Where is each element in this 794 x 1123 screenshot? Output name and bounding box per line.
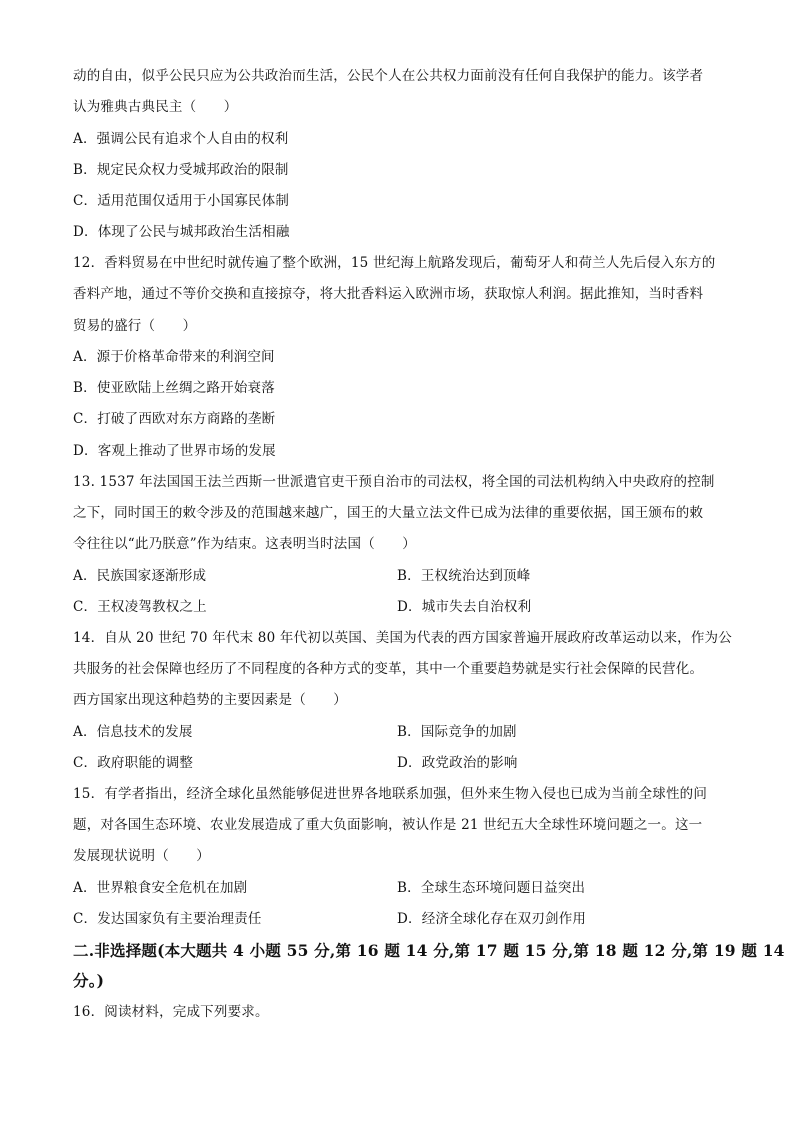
q11-option-d: D．体现了公民与城邦政治生活相融 xyxy=(73,224,290,240)
q14-option-a: A．信息技术的发展 xyxy=(73,724,193,740)
q14-stem-line-1: 14．自从 20 世纪 70 年代末 80 年代初以英国、美国为代表的西方国家普遍开展政府改革运动以来，作为公 xyxy=(73,630,732,646)
q11-option-a: A．强调公民有追求个人自由的权利 xyxy=(73,131,289,147)
q12-stem-line-1: 12．香料贸易在中世纪时就传遍了整个欧洲，15 世纪海上航路发现后，葡萄牙人和荷兰人先后侵入东方的 xyxy=(73,255,716,271)
q15-stem-line-3: 发展现状说明（ ） xyxy=(73,848,210,864)
q15-stem-line-1: 15．有学者指出，经济全球化虽然能够促进世界各地联系加强，但外来生物入侵也已成为当前全球性的问 xyxy=(73,786,708,802)
q14-stem-line-2: 共服务的社会保障也经历了不同程度的各种方式的变革，其中一个重要趋势就是实行社会保障的民营化。 xyxy=(73,661,704,677)
q16-stem: 16．阅读材料，完成下列要求。 xyxy=(73,1004,269,1020)
q13-option-b: B．王权统治达到顶峰 xyxy=(397,568,531,584)
q11-option-c: C．适用范围仅适用于小国寡民体制 xyxy=(73,193,290,209)
q13-option-c: C．王权凌驾教权之上 xyxy=(73,599,207,615)
q15-stem-line-2: 题，对各国生态环境、农业发展造成了重大负面影响，被认作是 21 世纪五大全球性环境问题之一。这一 xyxy=(73,817,703,833)
q13-stem-line-2: 之下，同时国王的敕令涉及的范围越来越广，国王的大量立法文件已成为法律的重要依据，国王颁布的敕 xyxy=(73,505,704,521)
q11-stem-line-1: 动的自由，似乎公民只应为公共政治而生活，公民个人在公共权力面前没有任何自我保护的能力。该学者 xyxy=(73,68,704,84)
q14-stem-line-3: 西方国家出现这种趋势的主要因素是（ ） xyxy=(73,692,347,708)
q13-stem-line-1: 13. 1537 年法国国王法兰西斯一世派遣官吏干预自治市的司法权，将全国的司法机构纳入中央政府的控制 xyxy=(73,474,715,490)
q15-option-d: D．经济全球化存在双刃剑作用 xyxy=(397,911,587,927)
q14-option-d: D．政党政治的影响 xyxy=(397,755,518,771)
q11-stem-line-2: 认为雅典古典民主（ ） xyxy=(73,99,238,115)
q15-option-c: C．发达国家负有主要治理责任 xyxy=(73,911,262,927)
q12-option-c: C．打破了西欧对东方商路的垄断 xyxy=(73,411,276,427)
q11-option-b: B．规定民众权力受城邦政治的限制 xyxy=(73,162,289,178)
q14-option-c: C．政府职能的调整 xyxy=(73,755,194,771)
q13-option-d: D．城市失去自治权利 xyxy=(397,599,532,615)
section-2-heading-line-2: 分。) xyxy=(73,971,105,990)
q12-option-b: B．使亚欧陆上丝绸之路开始衰落 xyxy=(73,380,275,396)
q15-option-b: B．全球生态环境问题日益突出 xyxy=(397,880,586,896)
q12-option-d: D．客观上推动了世界市场的发展 xyxy=(73,443,276,459)
section-2-heading-line-1: 二.非选择题(本大题共 4 小题 55 分,第 16 题 14 分,第 17 题 15 分,第 18 题 12 分,第 19 题 14 xyxy=(73,941,785,960)
q15-option-a: A．世界粮食安全危机在加剧 xyxy=(73,880,248,896)
q13-stem-line-3: 令往往以“此乃朕意”作为结束。这表明当时法国（ ） xyxy=(73,536,417,552)
q14-option-b: B．国际竞争的加剧 xyxy=(397,724,517,740)
q12-stem-line-3: 贸易的盛行（ ） xyxy=(73,318,197,334)
q12-stem-line-2: 香料产地，通过不等价交换和直接掠夺，将大批香料运入欧洲市场，获取惊人利润。据此推知，当时香料 xyxy=(73,286,704,302)
q12-option-a: A．源于价格革命带来的利润空间 xyxy=(73,349,275,365)
q13-option-a: A．民族国家逐渐形成 xyxy=(73,568,207,584)
